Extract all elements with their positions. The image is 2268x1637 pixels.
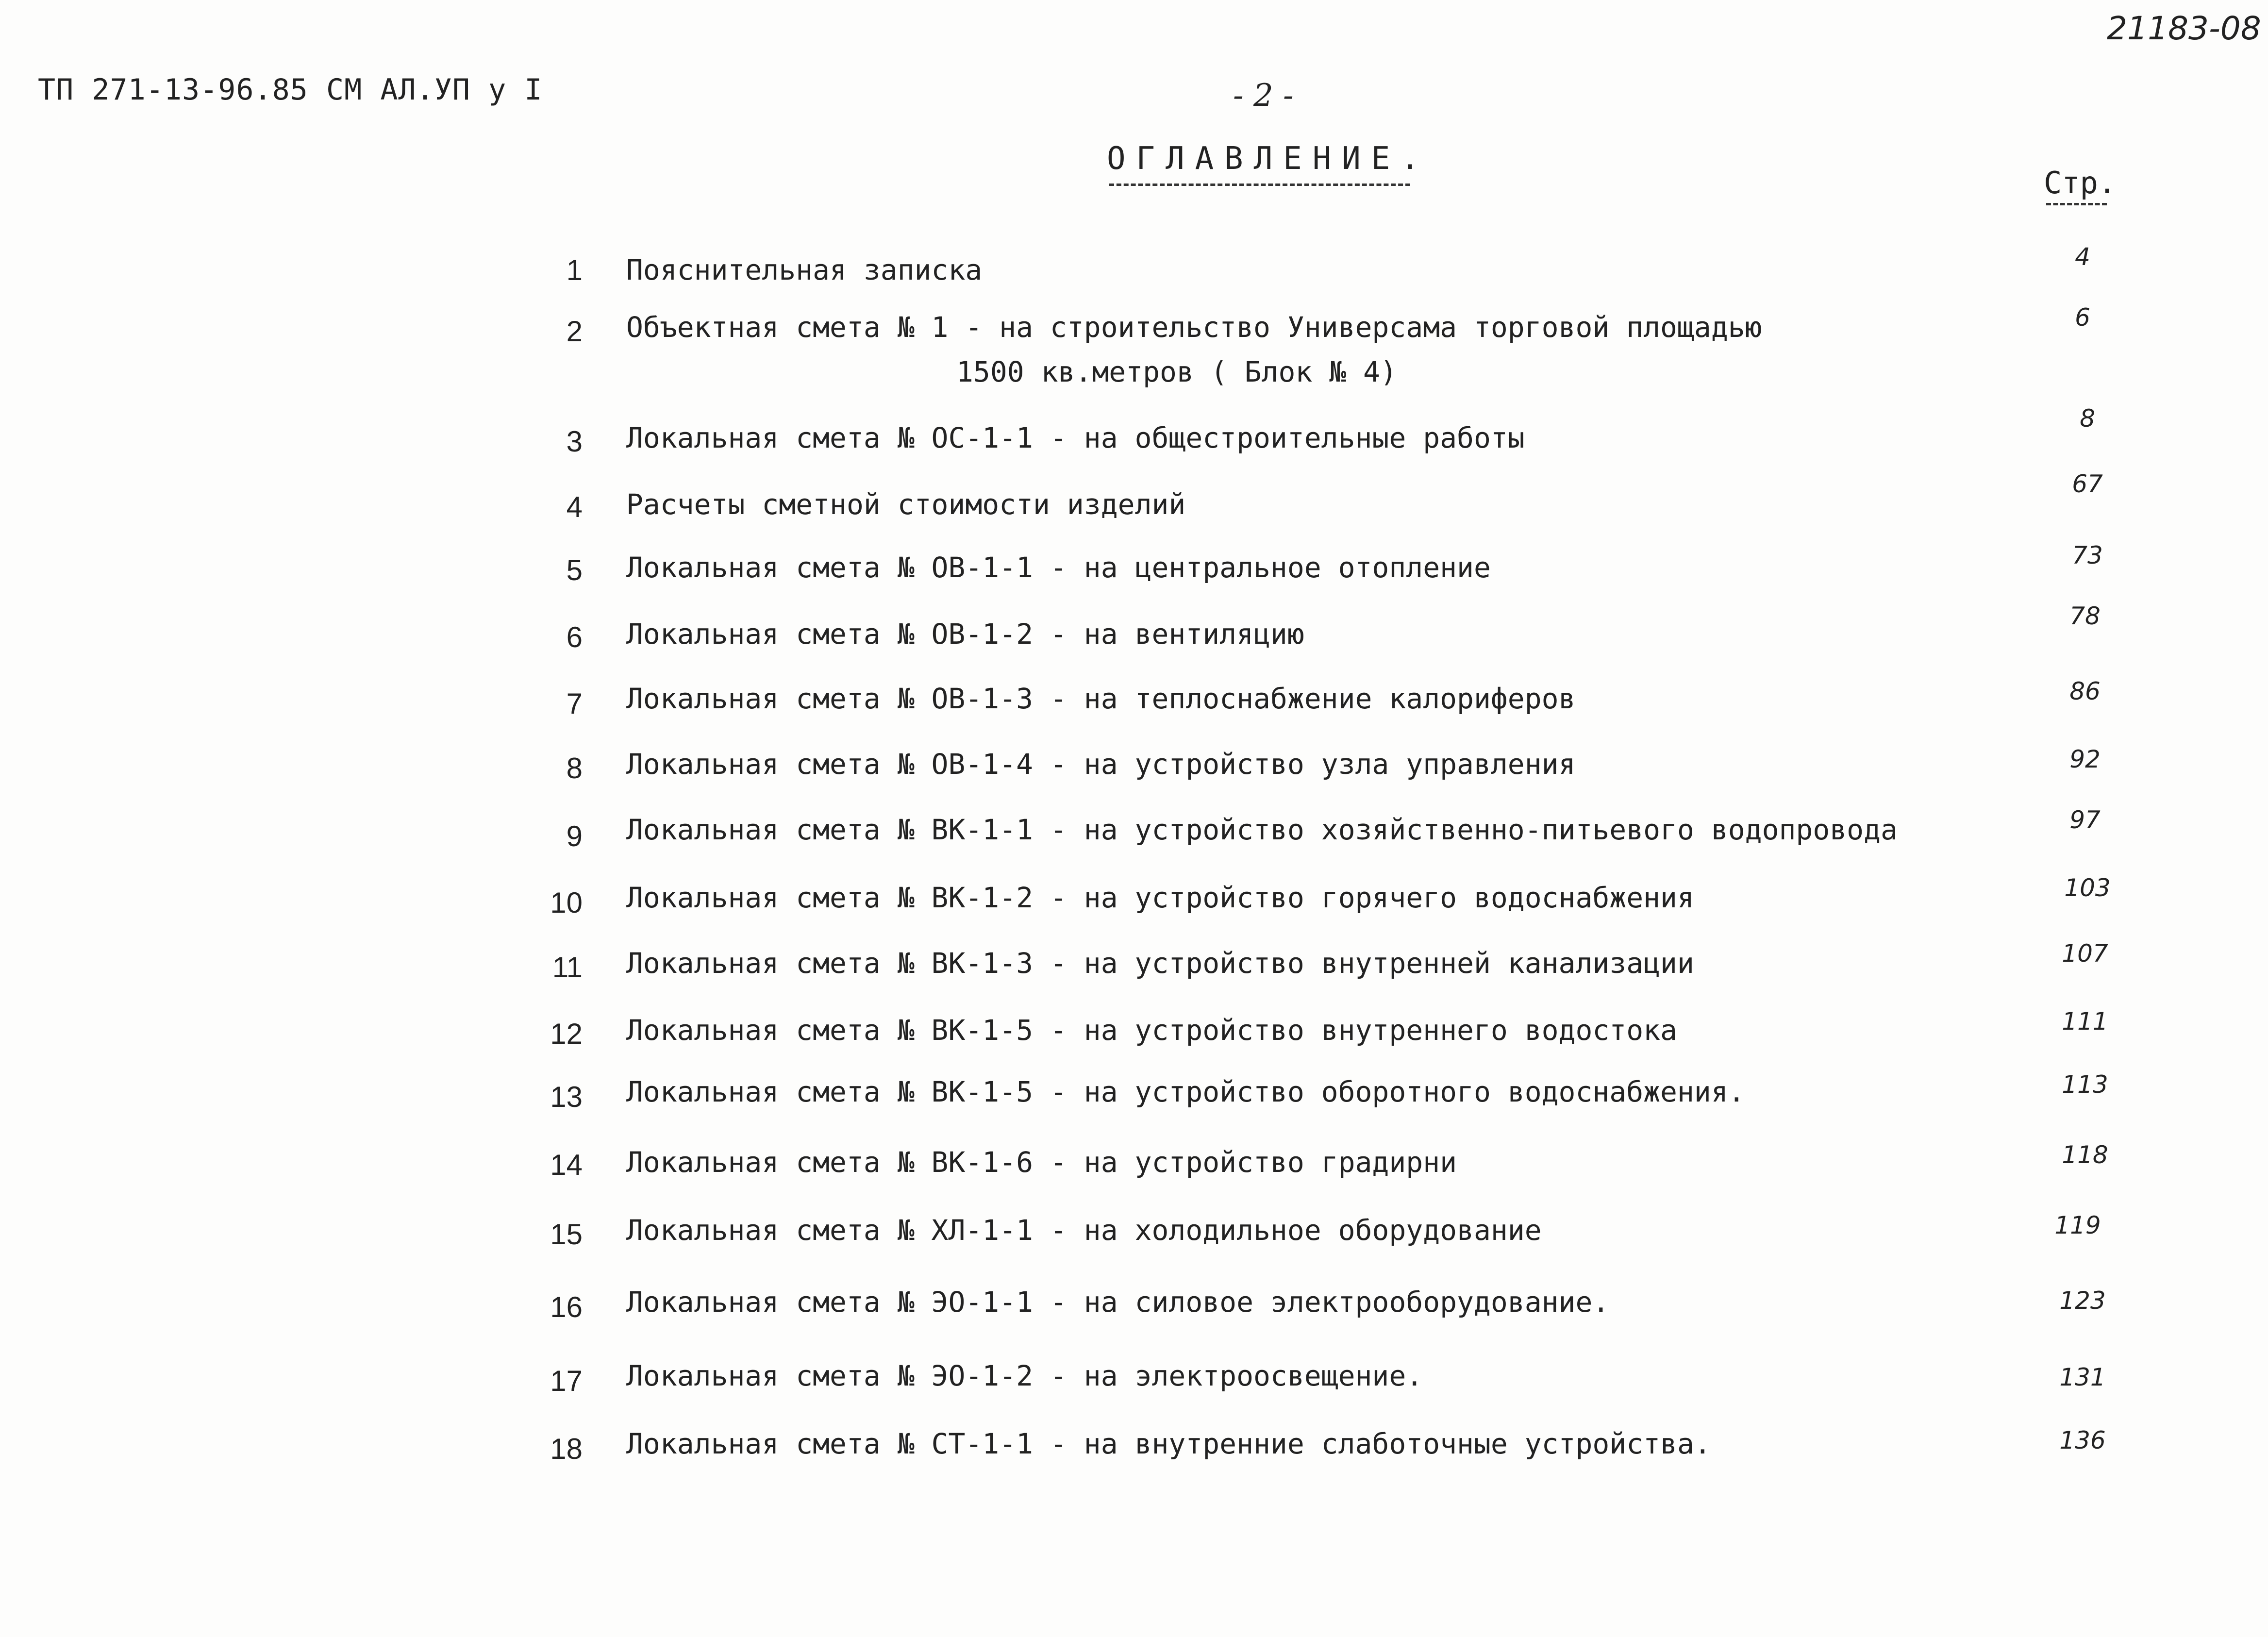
toc-number: 1 <box>566 254 583 286</box>
toc-title: Локальная смета № ХЛ-1-1 - на холодильное оборудование <box>626 1214 1542 1247</box>
title-underline <box>1109 184 1410 186</box>
toc-title: Локальная смета № ВК-1-3 - на устройство внутренней канализации <box>626 947 1694 980</box>
toc-title: Локальная смета № ОВ-1-1 - на центральное отопление <box>626 551 1491 584</box>
toc-page: 107 <box>2062 939 2108 968</box>
toc-title: Локальная смета № ВК-1-5 - на устройство оборотного водоснабжения. <box>626 1075 1745 1108</box>
toc-title: Расчеты сметной стоимости изделий <box>626 488 1186 521</box>
toc-page: 8 <box>2080 404 2095 433</box>
toc-page: 123 <box>2059 1286 2106 1315</box>
toc-title: Локальная смета № ВК-1-6 - на устройство градирни <box>626 1146 1457 1179</box>
toc-number: 11 <box>552 951 583 984</box>
toc-page: 67 <box>2072 470 2103 498</box>
toc-page: 131 <box>2059 1363 2106 1391</box>
toc-title: Локальная смета № ЭО-1-1 - на силовое электрооборудование. <box>626 1286 1610 1319</box>
toc-number: 14 <box>550 1149 583 1181</box>
toc-page: 97 <box>2069 806 2101 834</box>
toc-number: 17 <box>550 1365 583 1397</box>
toc-page: 118 <box>2062 1141 2108 1169</box>
toc-page: 78 <box>2069 602 2101 630</box>
toc-number: 12 <box>550 1018 583 1050</box>
pages-column-header: Стр. <box>2044 165 2117 200</box>
toc-title-continuation: 1500 кв.метров ( Блок № 4) <box>956 355 1397 388</box>
toc-page: 73 <box>2072 541 2103 569</box>
document-code: ТП 271-13-96.85 СМ АЛ.УП у I <box>38 73 543 107</box>
toc-title: Локальная смета № ВК-1-5 - на устройство внутреннего водостока <box>626 1014 1677 1047</box>
toc-number: 9 <box>566 820 583 852</box>
toc-number: 16 <box>550 1291 583 1323</box>
toc-number: 10 <box>550 886 583 919</box>
pages-column-underline <box>2046 203 2107 205</box>
toc-page: 136 <box>2059 1426 2106 1454</box>
toc-title: Пояснительная записка <box>626 253 983 286</box>
toc-page: 103 <box>2064 874 2111 902</box>
toc-title: Локальная смета № ОВ-1-3 - на теплоснабжение калориферов <box>626 682 1576 715</box>
toc-number: 4 <box>566 491 583 523</box>
toc-number: 13 <box>550 1081 583 1113</box>
toc-title: Локальная смета № СТ-1-1 - на внутренние слаботочные устройства. <box>626 1427 1711 1460</box>
toc-title: Локальная смета № ЭО-1-2 - на электроосвещение. <box>626 1359 1423 1392</box>
toc-page: 4 <box>2075 243 2090 271</box>
toc-page: 6 <box>2075 303 2090 332</box>
toc-page: 113 <box>2062 1070 2108 1099</box>
toc-title: Локальная смета № ОВ-1-4 - на устройство узла управления <box>626 748 1576 781</box>
toc-page: 119 <box>2054 1211 2101 1239</box>
toc-title: Локальная смета № ОС-1-1 - на общестроительные работы <box>626 421 1525 454</box>
toc-number: 18 <box>550 1433 583 1465</box>
toc-title: Локальная смета № ВК-1-1 - на устройство хозяйственно-питьевого водопровода <box>626 813 1898 846</box>
page-number: - 2 - <box>1233 78 1294 114</box>
toc-title: Локальная смета № ОВ-1-2 - на вентиляцию <box>626 618 1304 651</box>
toc-number: 5 <box>566 554 583 586</box>
page-title: ОГЛАВЛЕНИЕ. <box>1107 141 1430 177</box>
toc-page: 86 <box>2069 677 2101 705</box>
toc-number: 7 <box>566 687 583 720</box>
toc-number: 3 <box>566 425 583 458</box>
toc-number: 2 <box>566 315 583 348</box>
toc-title: Локальная смета № ВК-1-2 - на устройство горячего водоснабжения <box>626 881 1694 914</box>
toc-number: 8 <box>566 752 583 785</box>
toc-page: 111 <box>2062 1007 2108 1036</box>
toc-title: Объектная смета № 1 - на строительство Универсама торговой площадью <box>626 311 1762 344</box>
archive-number: 21183-08 <box>2107 10 2261 47</box>
toc-page: 92 <box>2069 745 2101 773</box>
toc-number: 6 <box>566 621 583 653</box>
toc-number: 15 <box>550 1218 583 1251</box>
